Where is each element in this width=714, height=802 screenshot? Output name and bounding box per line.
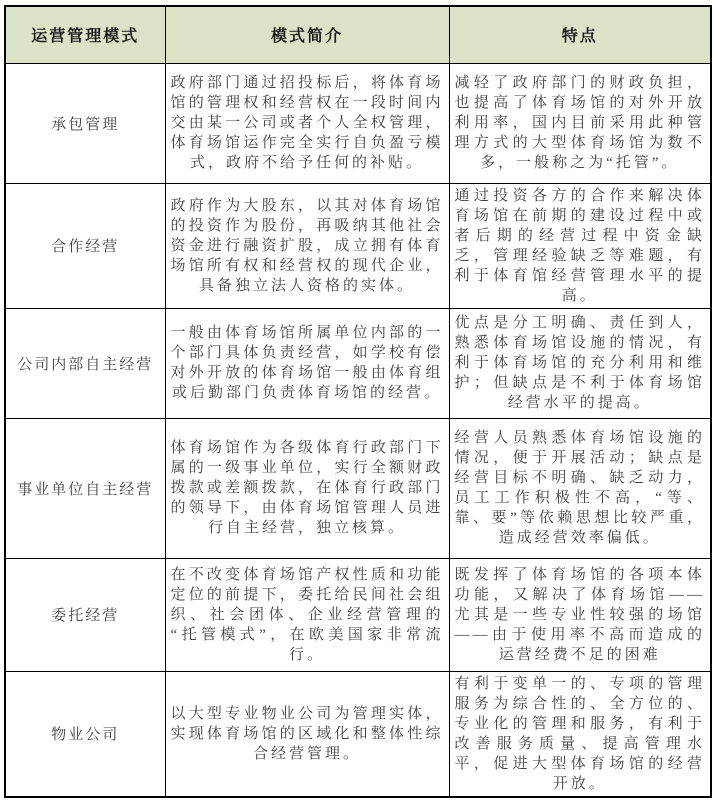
mode-features: 经营人员熟悉体育场馆设施的情况，便于开展活动；缺点是经营目标不明确、缺乏动力，员工工作积极性不高，“等、靠、要”等依赖思想比较严重，造成经营效率偏低。 xyxy=(449,418,711,558)
table-row-property-company xyxy=(5,671,711,797)
mode-features: 有利于变单一的、专项的管理服务为综合性的、全方位的、专业化的管理和服务，有利于改善服务质量、提高管理水平，促进大型体育场馆的经营开放。 xyxy=(449,671,711,797)
operation-modes-table xyxy=(4,5,712,798)
header-cell-intro: 模式简介 xyxy=(165,6,449,63)
table-row-contract-management xyxy=(5,63,711,183)
mode-name: 事业单位自主经营 xyxy=(5,418,165,558)
mode-name: 委托经营 xyxy=(5,558,165,671)
header-cell-mode: 运营管理模式 xyxy=(5,6,165,63)
table-body xyxy=(5,63,711,797)
mode-features: 优点是分工明确、责任到人，熟悉体育场馆设施的情况，有利于体育场馆的充分利用和维护；但缺点是不利于体育场馆经营水平的提高。 xyxy=(449,308,711,418)
table-row-public-institution-operation xyxy=(5,418,711,558)
mode-intro: 政府作为大股东，以其对体育场馆的投资作为股份，再吸纳其他社会资金进行融资扩股，成立拥有体育场馆所有权和经营权的现代企业，具备独立法人资格的实体。 xyxy=(165,183,449,308)
mode-intro: 体育场馆作为各级体育行政部门下属的一级事业单位，实行全额财政拨款或差额拨款，在体育行政部门的领导下，由体育场馆管理人员进行自主经营，独立核算。 xyxy=(165,418,449,558)
table-row-cooperative-operation xyxy=(5,183,711,308)
mode-name: 公司内部自主经营 xyxy=(5,308,165,418)
mode-features: 通过投资各方的合作来解决体育场馆在前期的建设过程中或者后期的经营过程中资金缺乏，管理经验缺乏等难题，有利于体育馆经营管理水平的提高。 xyxy=(449,183,711,308)
mode-features: 既发挥了体育场馆的各项本体功能，又解决了体育场馆——尤其是一些专业性较强的场馆——由于使用率不高而造成的运营经费不足的困难 xyxy=(449,558,711,671)
mode-name: 物业公司 xyxy=(5,671,165,797)
mode-intro: 政府部门通过招投标后，将体育场馆的管理权和经营权在一段时间内交由某一公司或者个人全权管理，体育场馆运作完全实行自负盈亏模式，政府不给予任何的补贴。 xyxy=(165,63,449,183)
header-cell-features: 特点 xyxy=(449,6,711,63)
mode-name: 承包管理 xyxy=(5,63,165,183)
table-header xyxy=(5,6,711,63)
mode-intro: 在不改变体育场馆产权性质和功能定位的前提下，委托给民间社会组织、社会团体、企业经营管理的“托管模式”，在欧美国家非常流行。 xyxy=(165,558,449,671)
table-row-internal-company-operation xyxy=(5,308,711,418)
mode-intro: 一般由体育场馆所属单位内部的一个部门具体负责经营，如学校有偿对外开放的体育场馆一般由体育组或后勤部门负责体育场馆的经营。 xyxy=(165,308,449,418)
mode-intro: 以大型专业物业公司为管理实体，实现体育场馆的区域化和整体性综合经营管理。 xyxy=(165,671,449,797)
mode-features: 减轻了政府部门的财政负担，也提高了体育场馆的对外开放利用率，国内目前采用此种管理方式的大型体育场馆为数不多，一般称之为“托管”。 xyxy=(449,63,711,183)
mode-name: 合作经营 xyxy=(5,183,165,308)
header-row xyxy=(5,6,711,63)
table-row-entrusted-operation xyxy=(5,558,711,671)
